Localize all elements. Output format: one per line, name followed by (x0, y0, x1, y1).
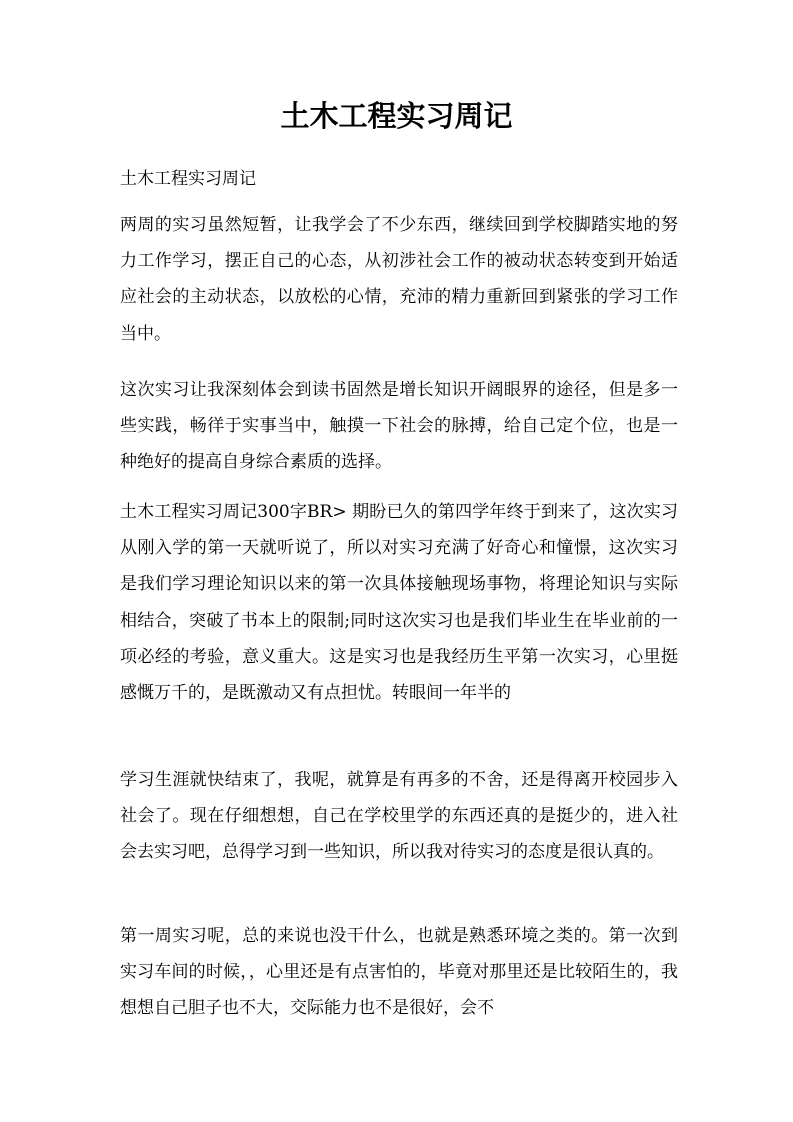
paragraph: 两周的实习虽然短暂，让我学会了不少东西，继续回到学校脚踏实地的努力工作学习，摆正自己的心态，从初涉社会工作的被动状态转变到开始适应社会的主动状态，以放松的心情，充沛的精力重新回到紧张的学习工作当中。 (120, 215, 678, 344)
page-title: 土木工程实习周记 (280, 99, 513, 133)
paragraph: 第一周实习呢，总的来说也没干什么，也就是熟悉环境之类的。第一次到实习车间的时候，，心里还是有点害怕的，毕竟对那里还是比较陌生的，我想想自己胆子也不大，交际能力也不是很好，会不 (120, 926, 678, 1019)
paragraph: 土木工程实习周记300字BR> 期盼已久的第四学年终于到来了，这次实习从刚入学的第一天就听说了，所以对实习充满了好奇心和憧憬，这次实习是我们学习理论知识以来的第一次具体接触现场事物，将理论知识与实际相结合，突破了书本上的限制;同时这次实习也是我们毕业生在毕业前的一项必经的考验，意义重大。这是实习也是我经历生平第一次实习，心里挺感慨万千的，是既激动又有点担忧。转眼间一年半的 (120, 502, 678, 704)
document-subtitle: 土木工程实习周记 (120, 169, 256, 189)
paragraph: 学习生涯就快结束了，我呢，就算是有再多的不舍，还是得离开校园步入社会了。现在仔细想想，自己在学校里学的东西还真的是挺少的，进入社会去实习吧，总得学习到一些知识，所以我对待实习的态度是很认真的。 (120, 770, 678, 863)
paragraph: 这次实习让我深刻体会到读书固然是增长知识开阔眼界的途径，但是多一些实践，畅徉于实事当中，触摸一下社会的脉搏，给自己定个位，也是一种绝好的提高自身综合素质的选择。 (120, 380, 678, 473)
